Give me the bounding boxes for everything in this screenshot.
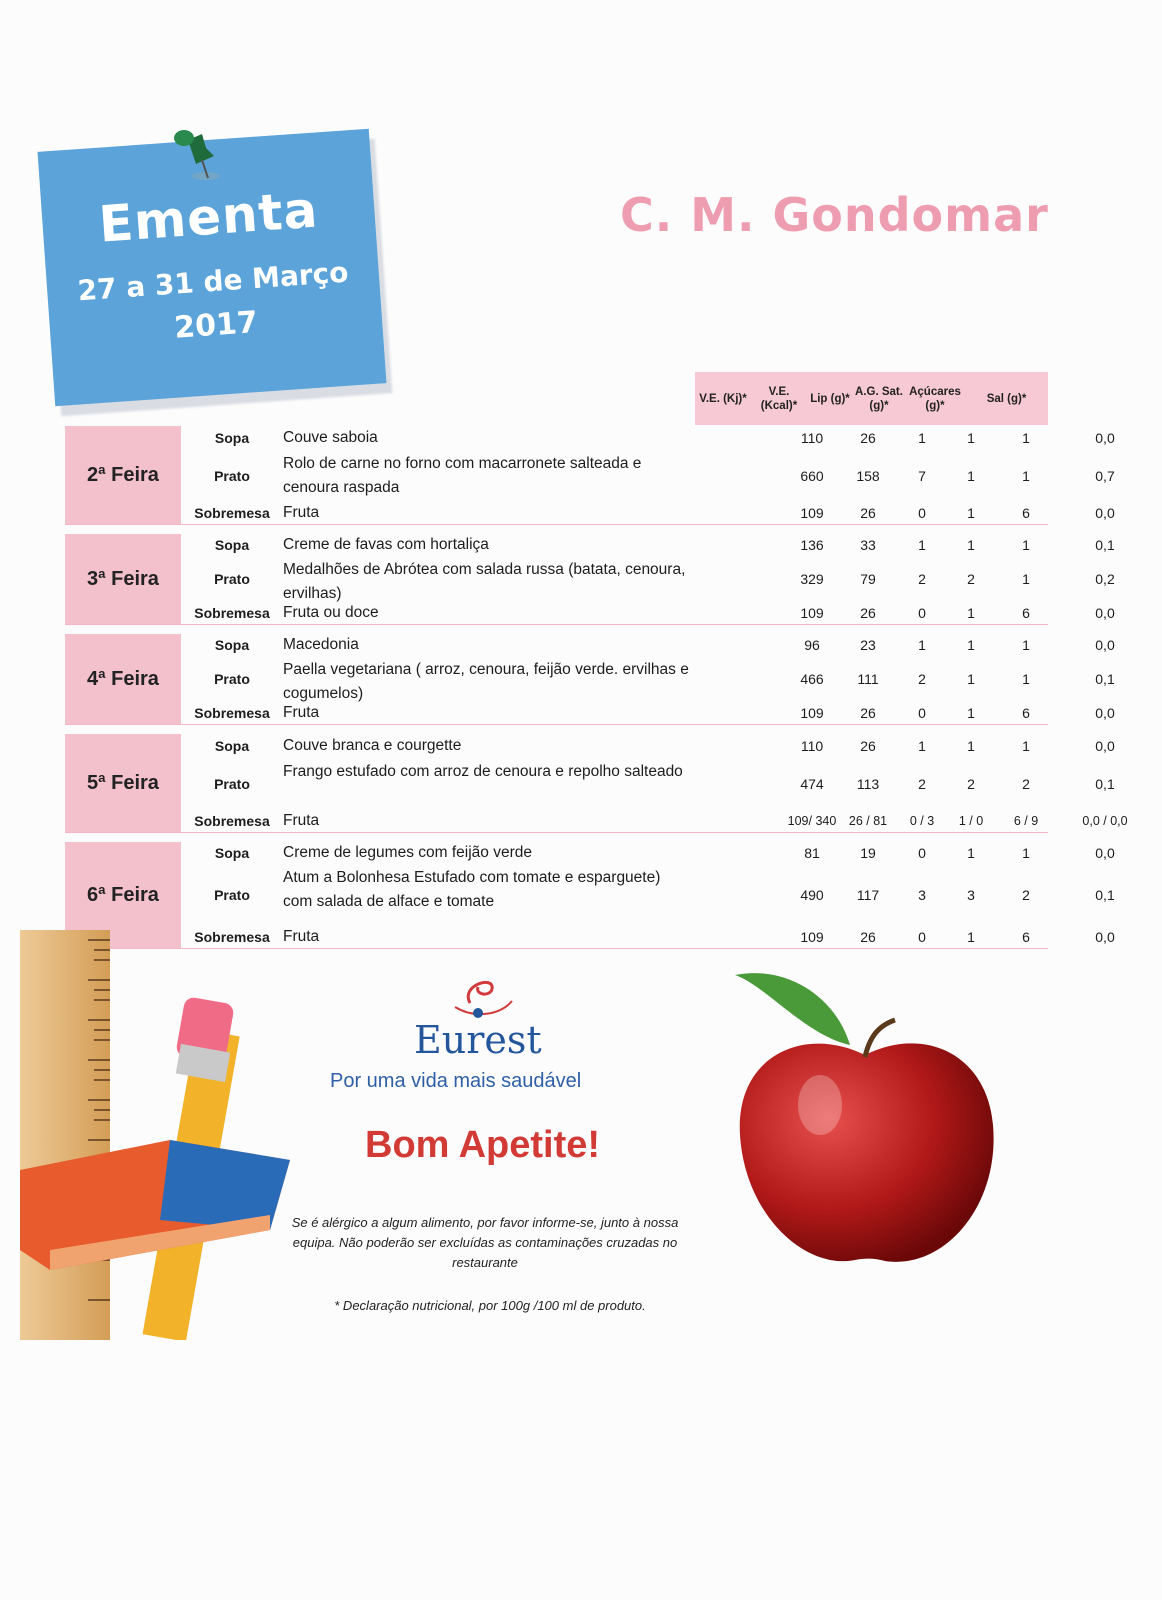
nutrition-value: 19	[860, 845, 876, 861]
nutrition-value: 1	[1022, 468, 1030, 484]
eurest-tagline: Por uma vida mais saudável	[330, 1070, 582, 1092]
nutrition-value: 23	[860, 637, 876, 653]
row-separator	[65, 724, 1048, 725]
nutrition-value: 3	[967, 887, 975, 903]
nutrition-value: 113	[856, 776, 880, 792]
day-label: 3ª Feira	[65, 534, 181, 624]
day-block	[65, 634, 1115, 724]
menu-row	[181, 634, 1115, 656]
header-ve-kj: V.E. (Kj)*	[699, 392, 747, 405]
menu-title: Ementa	[97, 180, 320, 254]
nutrition-value: 117	[856, 887, 880, 903]
menu-dates: 27 a 31 de Março	[76, 255, 350, 308]
allergy-note: Se é alérgico a algum alimento, por favor informe-se, junto à nossa equipa. Não poderão ser excluídas as contaminações cruzadas no restaurante	[291, 1215, 679, 1270]
nutrition-value: 0	[918, 929, 926, 945]
nutrition-value: 0,0	[1095, 738, 1115, 754]
nutrition-value: 474	[800, 776, 824, 792]
course-type: Sobremesa	[194, 705, 270, 721]
nutrition-value: 2	[918, 571, 926, 587]
menu-row	[181, 734, 1115, 758]
nutrition-value: 26	[860, 929, 876, 945]
nutrition-value: 6	[1022, 929, 1030, 945]
nutrition-value: 1	[967, 468, 975, 484]
menu-row	[181, 810, 1128, 832]
nutrition-value: 1	[967, 505, 975, 521]
nutrition-value: 0,0	[1095, 430, 1115, 446]
dish-name: Creme de legumes com feijão verde	[283, 844, 532, 861]
nutrition-value: 2	[967, 776, 975, 792]
nutrition-value: 1	[967, 929, 975, 945]
nutrition-value: 1	[967, 738, 975, 754]
nutrition-value: 1	[1022, 738, 1030, 754]
day-label: 6ª Feira	[65, 842, 181, 948]
nutrition-value: 0,0	[1095, 929, 1115, 945]
nutrition-value: 1	[1022, 537, 1030, 553]
nutrition-value: 1 / 0	[958, 814, 984, 828]
nutrition-value: 329	[800, 571, 824, 587]
nutrition-value: 109	[800, 505, 824, 521]
nutrition-value: 660	[800, 468, 824, 484]
course-type: Sopa	[214, 430, 250, 446]
nutrition-value: 2	[1022, 776, 1030, 792]
nutrition-value: 0,1	[1095, 671, 1115, 687]
day-block	[65, 534, 1115, 624]
menu-row	[181, 702, 1115, 724]
menu-row	[181, 534, 1115, 556]
nutrition-value: 6	[1022, 505, 1030, 521]
menu-year: 2017	[173, 304, 259, 346]
bom-apetite: Bom Apetite!	[365, 1124, 601, 1166]
nutrition-value: 466	[800, 671, 824, 687]
nutrition-value: 1	[967, 537, 975, 553]
course-type: Sobremesa	[194, 505, 270, 521]
menu-row	[181, 426, 1115, 450]
course-type: Sobremesa	[194, 605, 270, 621]
apple-illustration	[725, 965, 1005, 1275]
course-type: Sobremesa	[194, 813, 270, 829]
nutrition-value: 0 / 3	[909, 814, 935, 828]
dish-name: Fruta	[283, 812, 320, 829]
nutrition-value: 26 / 81	[848, 814, 888, 828]
nutrition-value: 0	[918, 505, 926, 521]
nutrition-value: 7	[918, 468, 926, 484]
nutrition-value: 6 / 9	[1013, 814, 1039, 828]
dish-name: Atum a Bolonhesa Estufado com tomate e esparguete) com salada de alface e tomate	[283, 869, 661, 910]
nutrition-value: 1	[1022, 637, 1030, 653]
nutrition-value: 3	[918, 887, 926, 903]
header-ve-kcal: V.E. (Kcal)*	[760, 385, 798, 412]
course-type: Prato	[214, 776, 250, 792]
nutrition-value: 81	[804, 845, 820, 861]
school-name: C. M. Gondomar	[620, 188, 1049, 242]
day-block	[65, 734, 1128, 832]
nutrition-value: 1	[967, 705, 975, 721]
nutrition-value: 1	[918, 537, 926, 553]
nutrition-value: 136	[800, 537, 824, 553]
ruler-pencil-eraser-illustration	[20, 930, 310, 1340]
nutrition-value: 0,0	[1095, 605, 1115, 621]
nutrition-value: 26	[860, 738, 876, 754]
nutrition-value: 79	[860, 571, 876, 587]
nutrition-value: 33	[860, 537, 876, 553]
course-type: Sopa	[214, 637, 250, 653]
row-separator	[65, 624, 1048, 625]
course-type: Prato	[214, 887, 250, 903]
nutrition-value: 0,1	[1095, 776, 1115, 792]
nutrition-value: 109	[800, 929, 824, 945]
nutrition-value: 1	[918, 738, 926, 754]
course-type: Prato	[214, 468, 250, 484]
nutrition-value: 158	[856, 468, 880, 484]
nutrition-value: 26	[860, 430, 876, 446]
course-type: Prato	[214, 671, 250, 687]
dish-name: Fruta ou doce	[283, 604, 379, 621]
menu-row	[181, 758, 1115, 810]
dish-name: Fruta	[283, 504, 320, 521]
menu-row	[181, 926, 1115, 948]
day-label: 2ª Feira	[65, 426, 181, 524]
dish-name: Fruta	[283, 704, 320, 721]
nutrition-value: 0,0	[1095, 637, 1115, 653]
nutrition-value: 0,0	[1095, 845, 1115, 861]
nutrition-value: 0,2	[1095, 571, 1115, 587]
nutrition-value: 109	[800, 605, 824, 621]
menu-row	[181, 450, 1115, 502]
day-label: 4ª Feira	[65, 634, 181, 724]
dish-name: Frango estufado com arroz de cenoura e repolho salteado	[283, 763, 683, 780]
row-separator	[65, 524, 1048, 525]
nutrition-footnote: * Declaração nutricional, por 100g /100 ml de produto.	[334, 1298, 646, 1313]
day-label: 5ª Feira	[65, 734, 181, 832]
nutrition-value: 109/ 340	[787, 814, 837, 828]
nutrition-value: 0	[918, 705, 926, 721]
nutrition-value: 1	[918, 637, 926, 653]
course-type: Sobremesa	[194, 929, 270, 945]
menu-row	[181, 502, 1115, 524]
nutrition-value: 2	[1022, 887, 1030, 903]
nutrition-value: 110	[800, 430, 824, 446]
nutrition-value: 109	[800, 705, 824, 721]
nutrition-value: 1	[967, 605, 975, 621]
menu-row	[181, 556, 1115, 602]
day-block	[65, 426, 1115, 524]
nutrition-value: 0,0 / 0,0	[1082, 814, 1128, 828]
nutrition-value: 26	[860, 705, 876, 721]
eurest-brand: Eurest	[414, 1018, 542, 1062]
nutrition-value: 2	[967, 571, 975, 587]
nutrition-value: 1	[918, 430, 926, 446]
nutrition-value: 0	[918, 605, 926, 621]
nutrition-value: 0,7	[1095, 468, 1115, 484]
dish-name: Paella vegetariana ( arroz, cenoura, feijão verde. ervilhas e cogumelos)	[283, 661, 689, 702]
nutrition-value: 0	[918, 845, 926, 861]
nutrition-value: 1	[1022, 671, 1030, 687]
course-type: Prato	[214, 571, 250, 587]
nutrition-value: 1	[967, 430, 975, 446]
nutrition-value: 0,1	[1095, 887, 1115, 903]
nutrition-value: 0,0	[1095, 705, 1115, 721]
dish-name: Creme de favas com hortaliça	[283, 536, 489, 553]
dish-name: Fruta	[283, 928, 320, 945]
nutrition-value: 111	[857, 671, 879, 687]
nutrition-value: 2	[918, 776, 926, 792]
pushpin-icon	[166, 126, 226, 186]
nutrition-value: 1	[967, 845, 975, 861]
nutrition-value: 110	[800, 738, 824, 754]
nutrition-value: 6	[1022, 705, 1030, 721]
header-lip: Lip (g)*	[810, 392, 850, 405]
nutrition-value: 490	[800, 887, 824, 903]
nutrition-value: 1	[967, 637, 975, 653]
dish-name: Macedonia	[283, 636, 359, 653]
nutrition-value: 26	[860, 505, 876, 521]
dish-name: Medalhões de Abrótea com salada russa (batata, cenoura, ervilhas)	[283, 561, 686, 602]
header-sal: Sal (g)*	[986, 392, 1027, 405]
header-acucares: Açúcares (g)*	[909, 385, 961, 412]
nutrition-value: 96	[804, 637, 820, 653]
nutrition-value: 2	[918, 671, 926, 687]
menu-row	[181, 656, 1115, 702]
nutrition-value: 1	[967, 671, 975, 687]
course-type: Sopa	[214, 537, 250, 553]
nutrition-value: 0,1	[1095, 537, 1115, 553]
course-type: Sopa	[214, 738, 250, 754]
nutrition-header	[695, 372, 1048, 425]
header-ag-sat: A.G. Sat. (g)*	[855, 385, 903, 412]
dish-name: Rolo de carne no forno com macarronete salteada e cenoura raspada	[283, 455, 642, 496]
course-type: Sopa	[214, 845, 250, 861]
dish-name: Couve saboia	[283, 429, 378, 446]
nutrition-value: 6	[1022, 605, 1030, 621]
nutrition-value: 0,0	[1095, 505, 1115, 521]
nutrition-value: 1	[1022, 845, 1030, 861]
row-separator	[65, 832, 1048, 833]
nutrition-value: 26	[860, 605, 876, 621]
dish-name: Couve branca e courgette	[283, 737, 462, 754]
menu-row	[181, 842, 1115, 864]
menu-row	[181, 602, 1115, 624]
menu-row	[181, 864, 1115, 926]
nutrition-value: 1	[1022, 571, 1030, 587]
nutrition-value: 1	[1022, 430, 1030, 446]
